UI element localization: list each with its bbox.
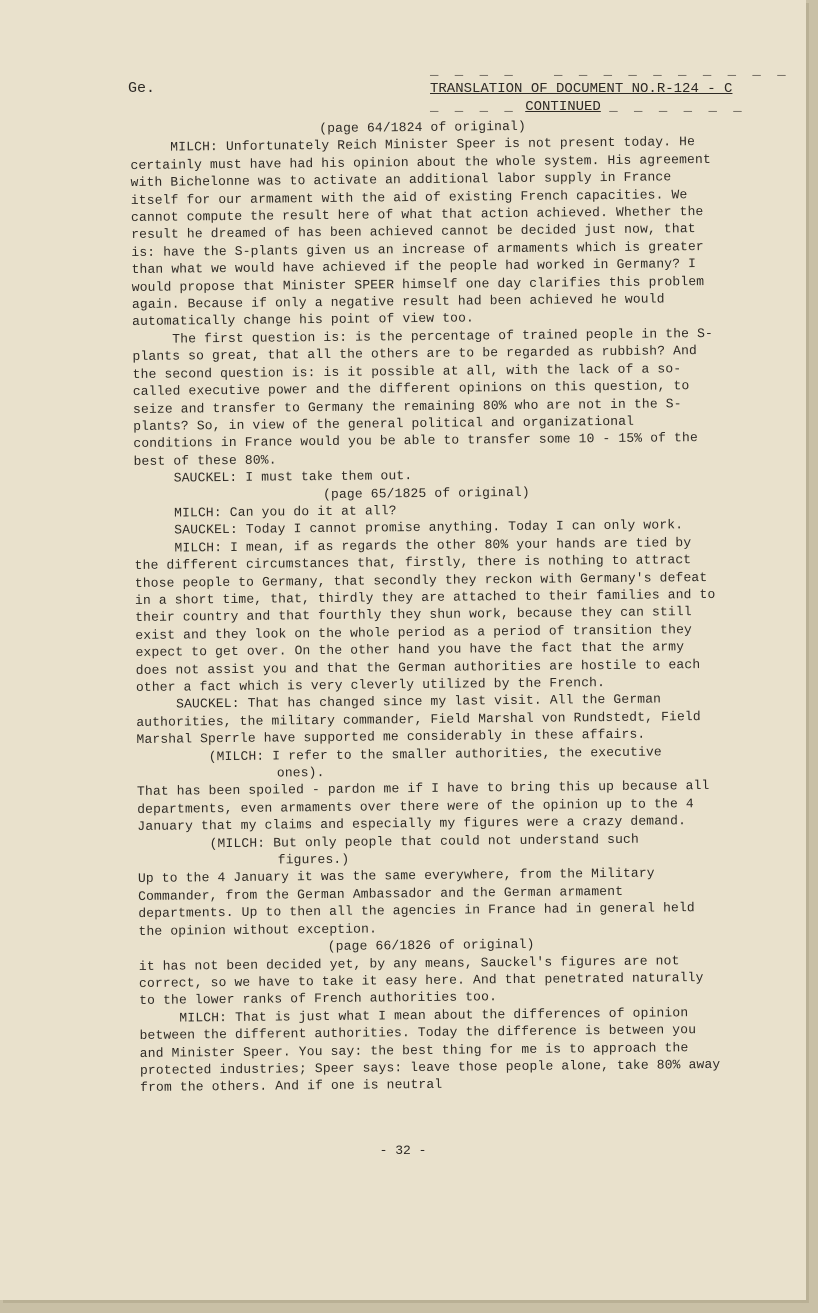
continued-label: CONTINUED [525,99,601,115]
paragraph-sauckel-3: SAUCKEL: That has changed since my last visit. All the German authorities, the military commander, Field Marshal von Rundstedt, Field Marshal Sperrle have supported me considerably in these affairs. [136,691,701,748]
paragraph-questions: The first question is: is the percentage of trained people in the S-plants so great, that all the others are to be regarded as rubbish? And the second question is: is it possible at all, with the lack of a so-called executive power and the different opinions on this question, to seize and transfer to Germany the remaining 80% who are not in the S-plants? So, in view of the general political and organizational conditions in France would you be able to transfer some 10 - 15% of the best of these 80%. [132,325,714,469]
paragraph-milch-1: MILCH: Unfortunately Reich Minister Speer is not present today. He certainly must have had his opinion about the whole system. His agreement with Bichelonne was to activate an additional labor supply in France itself for our armament with the aid of existing French capacities. We cannot compute the result here of what that action achieved. Whether the result he dreamed of has been achieved cannot be decided just now, that is: have the S-plants given us an increase of armaments which is greater than what we would have achieved if the people had worked in Germany? I would propose that Minister SPEER himself one day clarifies this problem again. Because if only a negative result had been achieved he would automatically change his point of view too. [130,134,711,330]
page-number: - 32 - [379,1143,427,1158]
document-header [430,62,790,116]
aside-line: figures.) [277,851,350,868]
header-rule-right: _ _ _ _ _ _ [609,99,746,115]
paragraph-sauckel-5: Up to the 4 January it was the same everywhere, from the Military Commander, from the German Ambassador and the German armament departments. Up to then all the agencies in France had in general held the opinion without exception. [137,866,695,939]
page-reference: (page 66/1826 of original) [327,936,535,955]
paragraph-sauckel-6: it has not been decided yet, by any means, Sauckel's figures are not correct, so we have to take it easy here. And that penetrated naturally to the lower ranks of French authorities too. [138,952,704,1009]
aside-line: (MILCH: But only people that could not understand such [209,831,639,851]
document-code: Ge. [128,80,156,97]
paragraph-milch-4: MILCH: That is just what I mean about the differences of opinion between the different authorities. Today the difference is between you and Minister Speer. You say: the best thing for me is to approach the protected industries; Speer says: leave those people alone, take 80% away from the others. And if one is neutral [139,1004,721,1096]
transcript-body [130,116,725,1097]
aside-line: (MILCH: I refer to the smaller authorities, the executive [208,744,662,764]
paragraph-milch-2: MILCH: Can you do it at all? [174,503,397,521]
paragraph-sauckel-1: SAUCKEL: I must take them out. [173,468,413,486]
paragraph-sauckel-4: That has been spoiled - pardon me if I have to bring this up because all departments, even armaments over there were of the opinion up to the 4 January that my claims and especially my figures were a crazy demand. [136,778,710,835]
header-rule-top: _ _ _ _ _ _ _ _ _ _ _ _ _ _ [430,63,790,79]
page-reference: (page 64/1824 of original) [319,118,527,137]
header-rule-left: _ _ _ _ [430,99,517,115]
paragraph-sauckel-2: SAUCKEL: Today I cannot promise anything. Today I can only work. [174,517,684,538]
continued-line [430,98,746,116]
page-reference: (page 65/1825 of original) [322,484,530,502]
document-title: TRANSLATION OF DOCUMENT NO.R-124 - C [430,81,733,97]
paragraph-milch-3: MILCH: I mean, if as regards the other 80% your hands are tied by the different circumstances that, firstly, there is nothing to attract those people to Germany, that secondly they reckon with Germany's defeat in a short time, that, thirdly they are attached to their families and to their country and that fourthly they shun work, because they can still exist and they look on the whole period as a period of transition they expect to get over. On the other hand you have the fact that the army does not assist you and that the German authorities are hostile to each other a fact which is very cleverly utilized by the French. [134,534,716,695]
aside-line: ones). [276,765,325,781]
